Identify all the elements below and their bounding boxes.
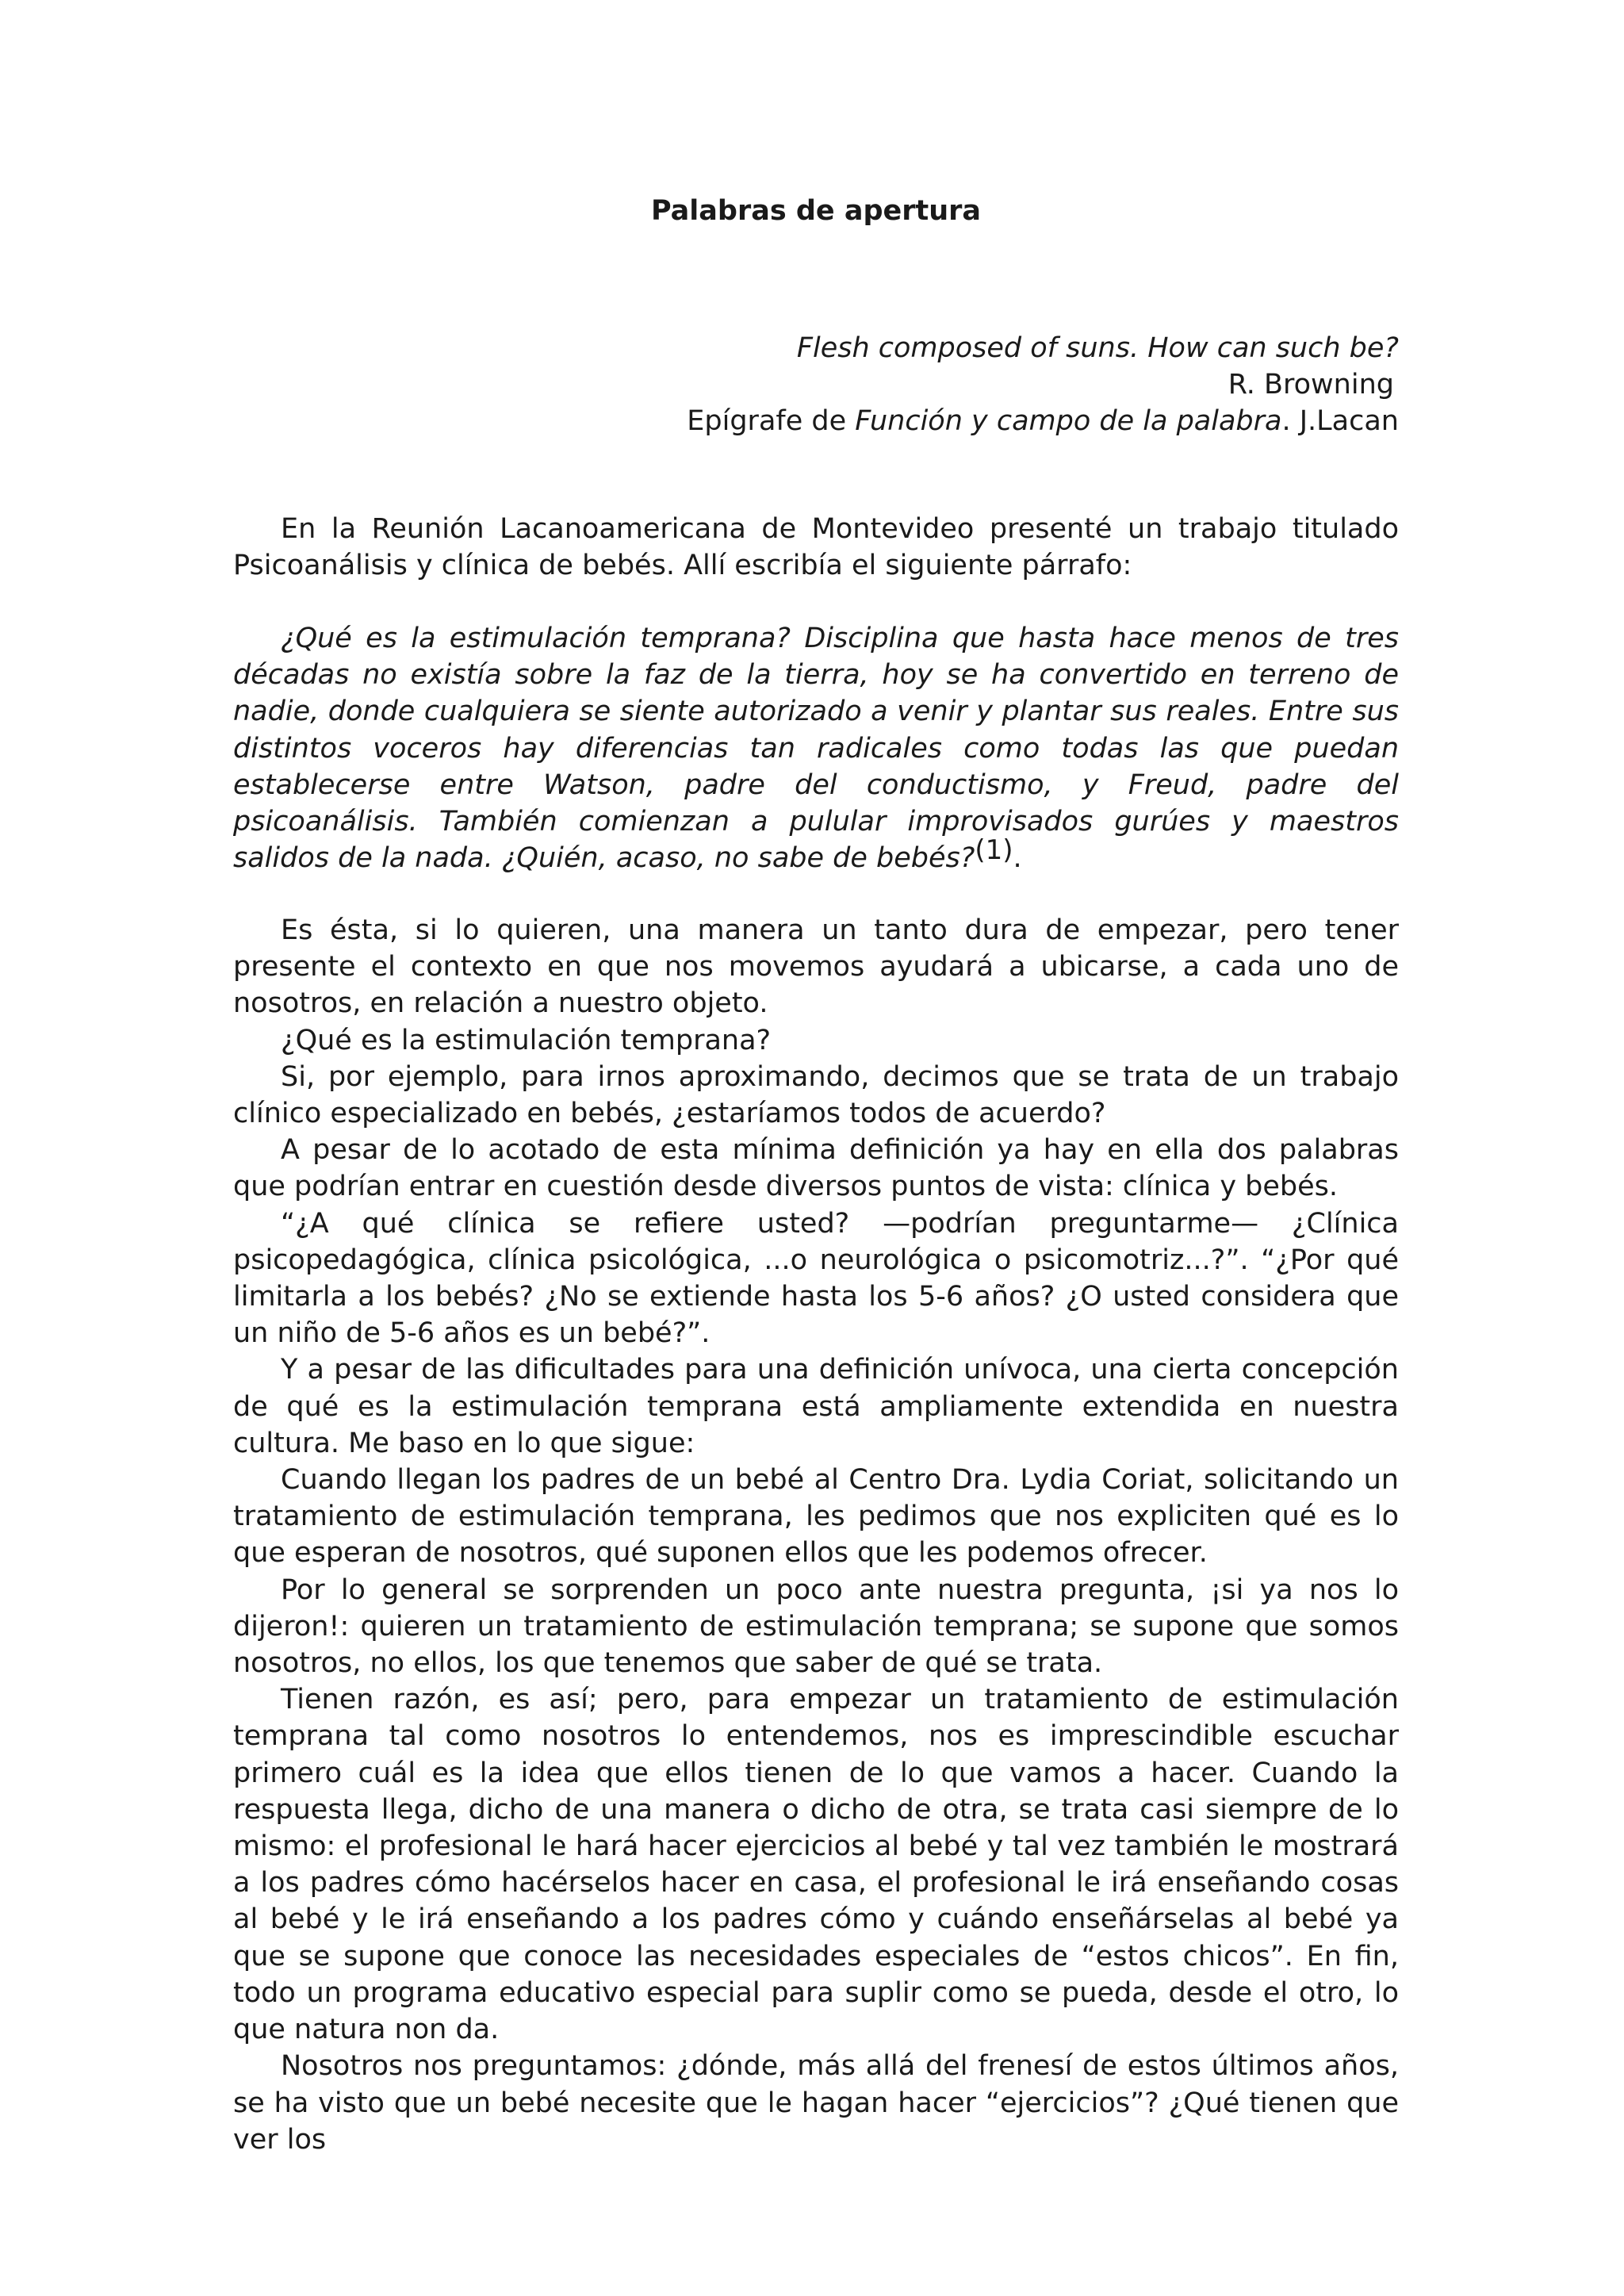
intro-paragraph: En la Reunión Lacanoamericana de Montevideo presenté un trabajo titulado Psicoanálisis y clínica de bebés. Allí escribía el siguiente párrafo: <box>233 513 1399 582</box>
quoted-passage: ¿Qué es la estimulación temprana? Disciplina que hasta hace menos de tres décadas no existía sobre la faz de la tierra, hoy se ha convertido en terreno de nadie, donde cualquiera se siente autorizado a venir y plantar sus reales. Entre sus distintos voceros hay diferencias tan radicales como todas las que puedan establecerse entre Watson, padre del conductismo, y Freud, padre del psicoanálisis. También comienzan a pulular improvisados gurúes y maestros salidos de la nada. ¿Quién, acaso, no sabe de bebés?$^{(1)}$. <box>233 623 1399 875</box>
main-text <box>233 912 1399 2158</box>
epigraph-source: Epígrafe de Función y campo de la palabra. J.Lacan <box>687 405 1399 437</box>
paragraph: Y a pesar de las dificultades para una definición unívoca, una cierta concepción de qué es la estimulación temprana está ampliamente extendida en nuestra cultura. Me baso en lo que sigue: <box>233 1354 1399 1459</box>
paragraph: ¿Qué es la estimulación temprana? <box>281 1024 772 1056</box>
paragraph: Nosotros nos preguntamos: ¿dónde, más allá del frenesí de estos últimos años, se ha visto que un bebé necesite que le hagan hacer “ejercicios”? ¿Qué tienen que ver los <box>233 2050 1399 2156</box>
paragraph: Tienen razón, es así; pero, para empezar un tratamiento de estimulación temprana tal como nosotros lo entendemos, nos es imprescindible escuchar primero cuál es la idea que ellos tienen de lo que vamos a hacer. Cuando la respuesta llega, dicho de una manera o dicho de otra, se trata casi siempre de lo mismo: el profesional le hará hacer ejercicios al bebé y tal vez también le mostrará a los padres cómo hacérselos hacer en casa, el profesional le irá enseñando cosas al bebé y le irá enseñando a los padres cómo y cuándo enseñárselas al bebé ya que se supone que conoce las necesidades especiales de “estos chicos”. En fin, todo un programa educativo especial para suplir como se pueda, desde el otro, lo que natura non da. <box>233 1684 1399 2046</box>
paragraph: Es ésta, si lo quieren, una manera un tanto dura de empezar, pero tener presente el contexto en que nos movemos ayudará a ubicarse, a cada uno de nosotros, en relación a nuestro objeto. <box>233 914 1399 1020</box>
epigraph-author: R. Browning <box>1228 369 1394 401</box>
footnote-reference[interactable]: (1) <box>975 834 1013 867</box>
epigraph-quote: Flesh composed of suns. How can such be? <box>796 332 1399 364</box>
paragraph: Si, por ejemplo, para irnos aproximando, decimos que se trata de un trabajo clínico especializado en bebés, ¿estaríamos todos de acuerdo? <box>233 1060 1399 1130</box>
paragraph: Cuando llegan los padres de un bebé al Centro Dra. Lydia Coriat, solicitando un tratamiento de estimulación temprana, les pedimos que nos expliciten qué es lo que esperan de nosotros, qué suponen ellos que les podemos ofrecer. <box>233 1464 1399 1570</box>
quoted-passage-block <box>233 620 1399 876</box>
paragraph: Por lo general se sorprenden un poco ante nuestra pregunta, ¡si ya nos lo dijeron!: quieren un tratamiento de estimulación temprana; se supone que somos nosotros, no ellos, los que tenemos que saber de qué se trata. <box>233 1573 1399 1680</box>
intro-section <box>233 511 1399 584</box>
epigraph <box>233 330 1399 439</box>
paragraph: “¿A qué clínica se refiere usted? —podrían preguntarme— ¿Clínica psicopedagógica, clínica psicológica, ...o neurológica o psicomotriz...?”. “¿Por qué limitarla a los bebés? ¿No se extiende hasta los 5-6 años? ¿O usted considera que un niño de 5-6 años es un bebé?”. <box>233 1207 1399 1350</box>
page-title: Palabras de apertura <box>650 195 982 227</box>
paragraph: A pesar de lo acotado de esta mínima definición ya hay en ella dos palabras que podrían entrar en cuestión desde diversos puntos de vista: clínica y bebés. <box>233 1134 1399 1203</box>
